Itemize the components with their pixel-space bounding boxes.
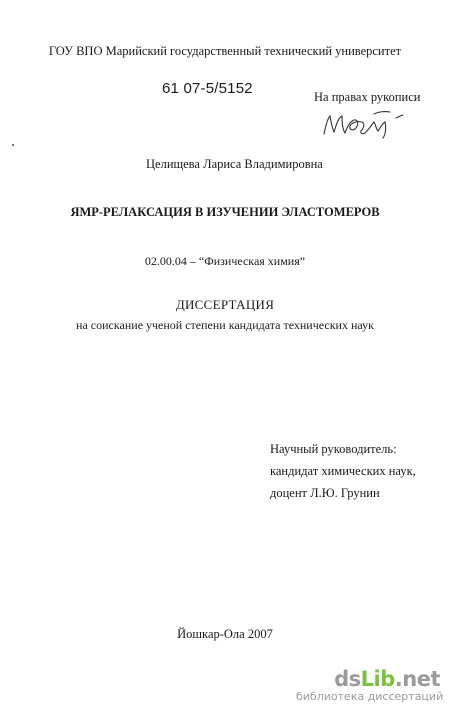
document-type: ДИССЕРТАЦИЯ (175, 297, 275, 312)
dissertation-title: ЯМР-РЕЛАКСАЦИЯ В ИЗУЧЕНИИ ЭЛАСТОМЕРОВ (70, 205, 380, 219)
city-year: Йошкар-Ола 2007 (177, 627, 273, 641)
degree-statement: на соискание ученой степени кандидата технических наук (76, 318, 374, 332)
handwritten-signature (316, 104, 416, 145)
manuscript-note: На правах рукописи (314, 90, 421, 104)
dslib-watermark (296, 667, 444, 704)
watermark-logo-part1: ds (334, 667, 361, 691)
author-name: Целищева Лариса Владимировна (146, 157, 323, 171)
watermark-logo-part3: .net (394, 667, 440, 691)
watermark-logo (296, 668, 440, 690)
supervisor-label: Научный руководитель: (270, 442, 397, 456)
institution-name: ГОУ ВПО Марийский государственный технический университет (48, 44, 402, 58)
margin-mark (12, 144, 14, 146)
supervisor-degree: кандидат химических наук, (270, 464, 416, 478)
specialty-code: 02.00.04 – “Физическая химия” (144, 254, 306, 268)
watermark-subtitle: библиотека диссертаций (296, 690, 444, 703)
supervisor-block (270, 438, 416, 504)
supervisor-name: доцент Л.Ю. Грунин (270, 486, 380, 500)
archive-number: 61 07-5/5152 (162, 80, 253, 97)
watermark-logo-part2: Lib (360, 667, 395, 691)
